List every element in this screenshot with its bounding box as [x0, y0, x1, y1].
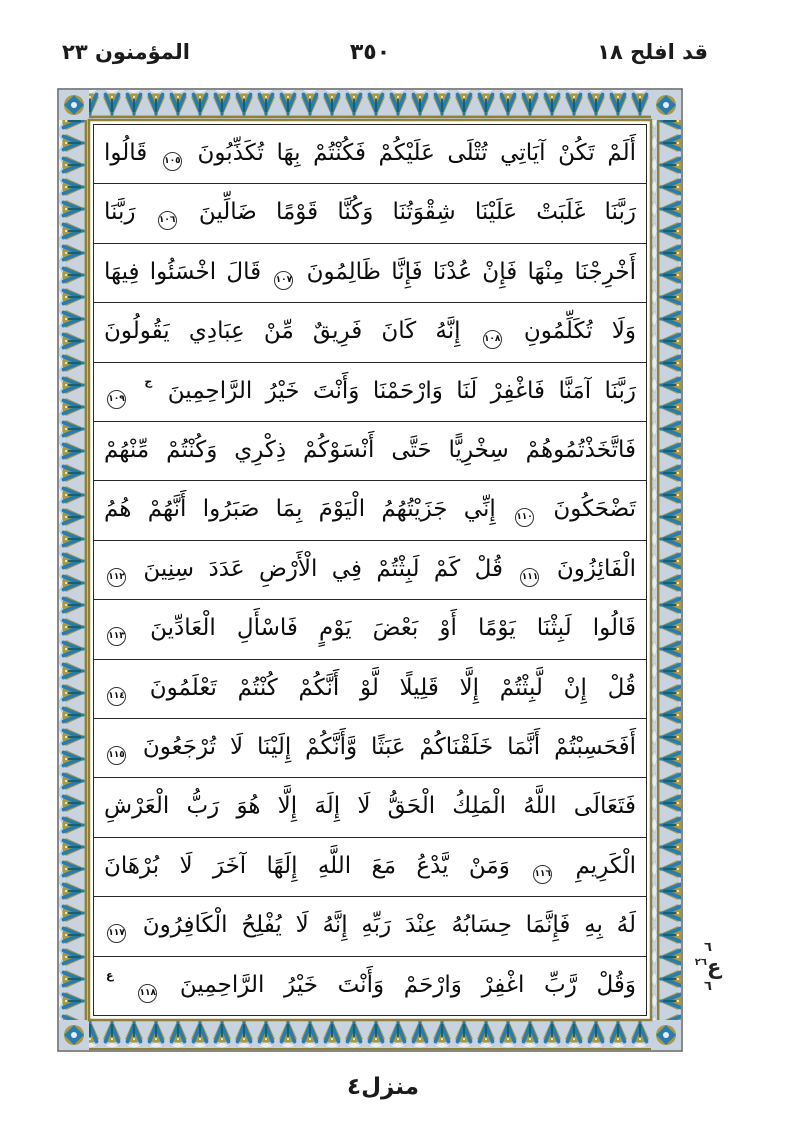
ayah-text: أَخْرِجْنَا مِنْهَا فَإِنْ عُدْنَا فَإِنَّا ظَالِمُونَ [306, 258, 637, 285]
ayah-text: إِنِّي جَزَيْتُهُمُ الْيَوْمَ بِمَا صَبَرُوا أَنَّهُمْ هُمُ [104, 496, 496, 523]
ayah-text: وَقُلْ رَّبِّ اغْفِرْ وَارْحَمْ وَأَنْتَ خَيْرُ الرَّاحِمِينَ [179, 971, 637, 998]
ayah-text: قَالَ اخْسَئُوا فِيهَا [104, 258, 262, 285]
quran-line [94, 719, 646, 778]
quran-line-text [94, 363, 646, 422]
ayah-text: رَبَّنَا آمَنَّا فَاغْفِرْ لَنَا وَارْحَمْنَا وَأَنْتَ خَيْرُ الرَّاحِمِينَ [167, 377, 636, 404]
quran-line [94, 957, 646, 1015]
text-block [93, 124, 647, 1016]
quran-line [94, 600, 646, 659]
quran-line [94, 363, 646, 422]
ayah-end-marker: ١١٣ [107, 627, 126, 646]
ayah-text: قَالُوا [104, 140, 148, 166]
quran-line [94, 303, 646, 362]
surah-label: المؤمنون ٢٣ [62, 40, 190, 64]
quran-line-text [94, 481, 646, 538]
quran-line-text [94, 541, 646, 598]
quran-line [94, 481, 646, 540]
quran-line [94, 897, 646, 956]
ayah-text: أَلَمْ تَكُنْ آيَاتِي تُتْلَى عَلَيْكُمْ فَكُنْتُمْ بِهَا تُكَذِّبُونَ [197, 140, 637, 166]
page-number: ٣٥٠ [349, 40, 391, 65]
quran-line [94, 184, 646, 243]
ruku-juz-number: ٦ [704, 979, 712, 994]
ayah-text: قُلْ كَمْ لَبِثْتُمْ فِي الْأَرْضِ عَدَدَ سِنِينَ [143, 555, 504, 582]
quran-line [94, 125, 646, 184]
ayah-text: لَهُ بِهِ فَإِنَّمَا حِسَابُهُ عِنْدَ رَبِّهِ إِنَّهُ لَا يُفْلِحُ الْكَافِرُونَ [142, 912, 636, 939]
ruku-ayah-count: ٢٦ [694, 957, 707, 968]
quran-line [94, 838, 646, 897]
ruku-ain-row [688, 955, 728, 979]
ayah-text: قُلْ إِنْ لَّبِثْتُمْ إِلَّا قَلِيلًا لَّوْ أَنَّكُمْ كُنْتُمْ تَعْلَمُونَ [149, 674, 637, 701]
ayah-end-marker: ١١٨ [138, 984, 157, 1003]
quran-line [94, 660, 646, 719]
quran-line [94, 422, 646, 481]
waqf-mark: ع [106, 968, 114, 982]
ayah-text: وَمَنْ يَّدْعُ مَعَ اللَّهِ إِلَهًا آخَرَ لَا بُرْهَانَ [104, 852, 510, 879]
ayah-end-marker: ١١٤ [107, 687, 126, 706]
ayah-end-marker: ١١١ [520, 568, 539, 587]
quran-line-text [94, 719, 646, 776]
quran-line-text [94, 838, 646, 895]
quran-line-text [94, 184, 646, 241]
ayah-end-marker: ١٠٧ [274, 271, 293, 290]
quran-line-text [94, 957, 646, 1015]
ayah-text: فَاتَّخَذْتُمُوهُمْ سِخْرِيًّا حَتَّى أَنْسَوْكُمْ ذِكْرِي وَكُنْتُمْ مِّنْهُمْ [104, 437, 636, 464]
quran-line [94, 778, 646, 837]
waqf-mark: ج [144, 374, 153, 388]
quran-line-text [94, 422, 646, 479]
decorative-frame [57, 88, 683, 1052]
ayah-end-marker: ١٠٨ [483, 330, 502, 349]
ayah-text: أَفَحَسِبْتُمْ أَنَّمَا خَلَقْنَاكُمْ عَبَثًا وَّأَنَّكُمْ إِلَيْنَا لَا تُرْجَعُونَ [142, 734, 637, 761]
quran-line [94, 244, 646, 303]
ayah-text: رَبَّنَا [104, 199, 136, 226]
ayah-end-marker: ١٠٥ [163, 152, 182, 171]
ruku-marker [688, 940, 728, 994]
quran-line-text [94, 244, 646, 301]
juz-label: قد افلح ١٨ [597, 40, 708, 64]
quran-line-text [94, 778, 646, 835]
ayah-end-marker: ١١٥ [107, 746, 126, 765]
ayah-end-marker: ١١٠ [515, 508, 534, 527]
ayah-text: إِنَّهُ كَانَ فَرِيقٌ مِّنْ عِبَادِي يَقُولُونَ [104, 318, 461, 345]
quran-line [94, 541, 646, 600]
ruku-surah-number: ٦ [704, 940, 712, 955]
ain-symbol: ع [706, 955, 722, 979]
ayah-text: فَتَعَالَى اللَّهُ الْمَلِكُ الْحَقُّ لَا إِلَهَ إِلَّا هُوَ رَبُّ الْعَرْشِ [104, 793, 636, 820]
quran-line-text [94, 660, 646, 717]
ayah-text: رَبَّنَا غَلَبَتْ عَلَيْنَا شِقْوَتُنَا وَكُنَّا قَوْمًا ضَالِّينَ [198, 199, 637, 226]
quran-line-text [94, 125, 646, 182]
manzil-label: منزل٤ [347, 1074, 419, 1100]
quran-line-text [94, 303, 646, 360]
quran-line-text [94, 600, 646, 657]
ayah-text: الْكَرِيمِ [575, 852, 636, 879]
ayah-end-marker: ١١٢ [107, 568, 126, 587]
ayah-text: الْفَائِزُونَ [556, 555, 636, 582]
ayah-end-marker: ١١٦ [533, 865, 552, 884]
ayah-end-marker: ١١٧ [107, 924, 126, 943]
quran-line-text [94, 897, 646, 954]
ayah-text: تَضْحَكُونَ [553, 496, 636, 523]
ayah-end-marker: ١٠٦ [158, 211, 177, 230]
ayah-text: قَالُوا لَبِثْنَا يَوْمًا أَوْ بَعْضَ يَوْمٍ فَاسْأَلِ الْعَادِّينَ [150, 615, 637, 642]
ayah-text: وَلَا تُكَلِّمُونِ [523, 318, 637, 345]
ayah-end-marker: ١٠٩ [107, 390, 126, 409]
